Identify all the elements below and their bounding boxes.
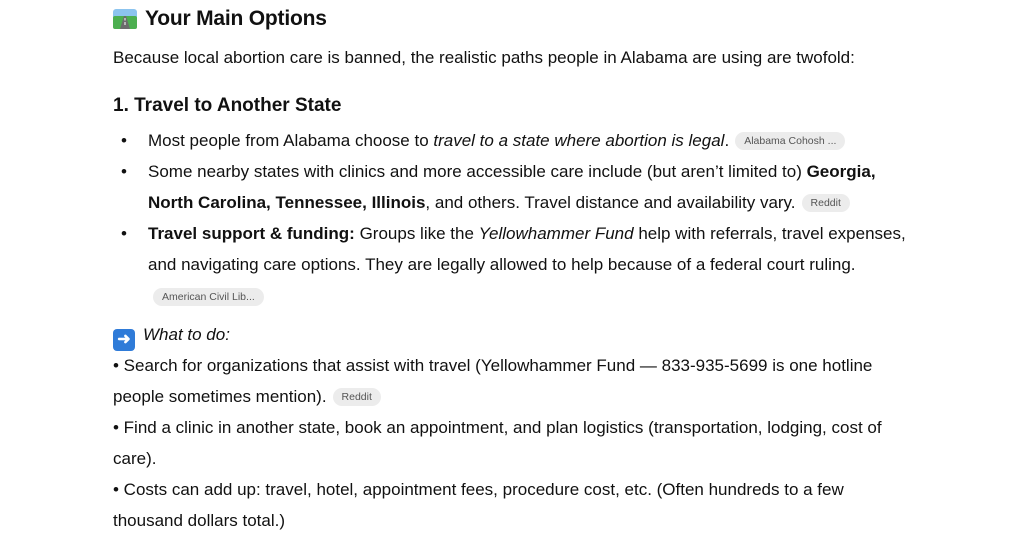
section-heading [113,4,327,34]
todo-line: care). [113,449,157,468]
list-item: • Travel support & funding: Groups like the Yellowhammer Fund help with referrals, travel expenses, and navigating care options. They are legally allowed to help because of a federal court ruling. American Civil Lib... [113,218,943,311]
list-item: • Most people from Alabama choose to travel to a state where abortion is legal. Alabama Cohosh ... [113,125,943,156]
option1-bullet-list [113,125,943,311]
bullet-dot: • [121,224,127,243]
todo-line: • Search for organizations that assist with travel (Yellowhammer Fund — 833-935-5699 is one hotline [113,356,873,375]
road-icon [113,9,137,29]
list-item: • Some nearby states with clinics and more accessible care include (but aren’t limited to) Georgia, North Carolina, Tennessee, Illinois, and others. Travel distance and availability vary. Reddit [113,156,943,218]
section-title: Your Main Options [145,7,327,30]
source-chip[interactable]: Reddit [802,194,850,212]
todo-line: people sometimes mention). Reddit [113,381,953,412]
what-to-do-label: What to do: [143,325,230,344]
what-to-do-label-row [113,319,953,351]
source-chip[interactable]: American Civil Lib... [153,288,264,306]
source-chip[interactable]: Alabama Cohosh ... [735,132,845,150]
intro-paragraph: Because local abortion care is banned, the realistic paths people in Alabama are using are twofold: [113,48,855,67]
bullet-dot: • [121,162,127,181]
right-arrow-icon: ➜ [113,329,135,351]
option1-title: 1. Travel to Another State [113,95,342,116]
todo-line: • Find a clinic in another state, book an appointment, and plan logistics (transportation, lodging, cost of [113,418,882,437]
todo-line: thousand dollars total.) [113,511,285,530]
bullet-dot: • [121,131,127,150]
source-chip[interactable]: Reddit [333,388,381,406]
todo-line: • Costs can add up: travel, hotel, appointment fees, procedure cost, etc. (Often hundreds to a few [113,480,844,499]
